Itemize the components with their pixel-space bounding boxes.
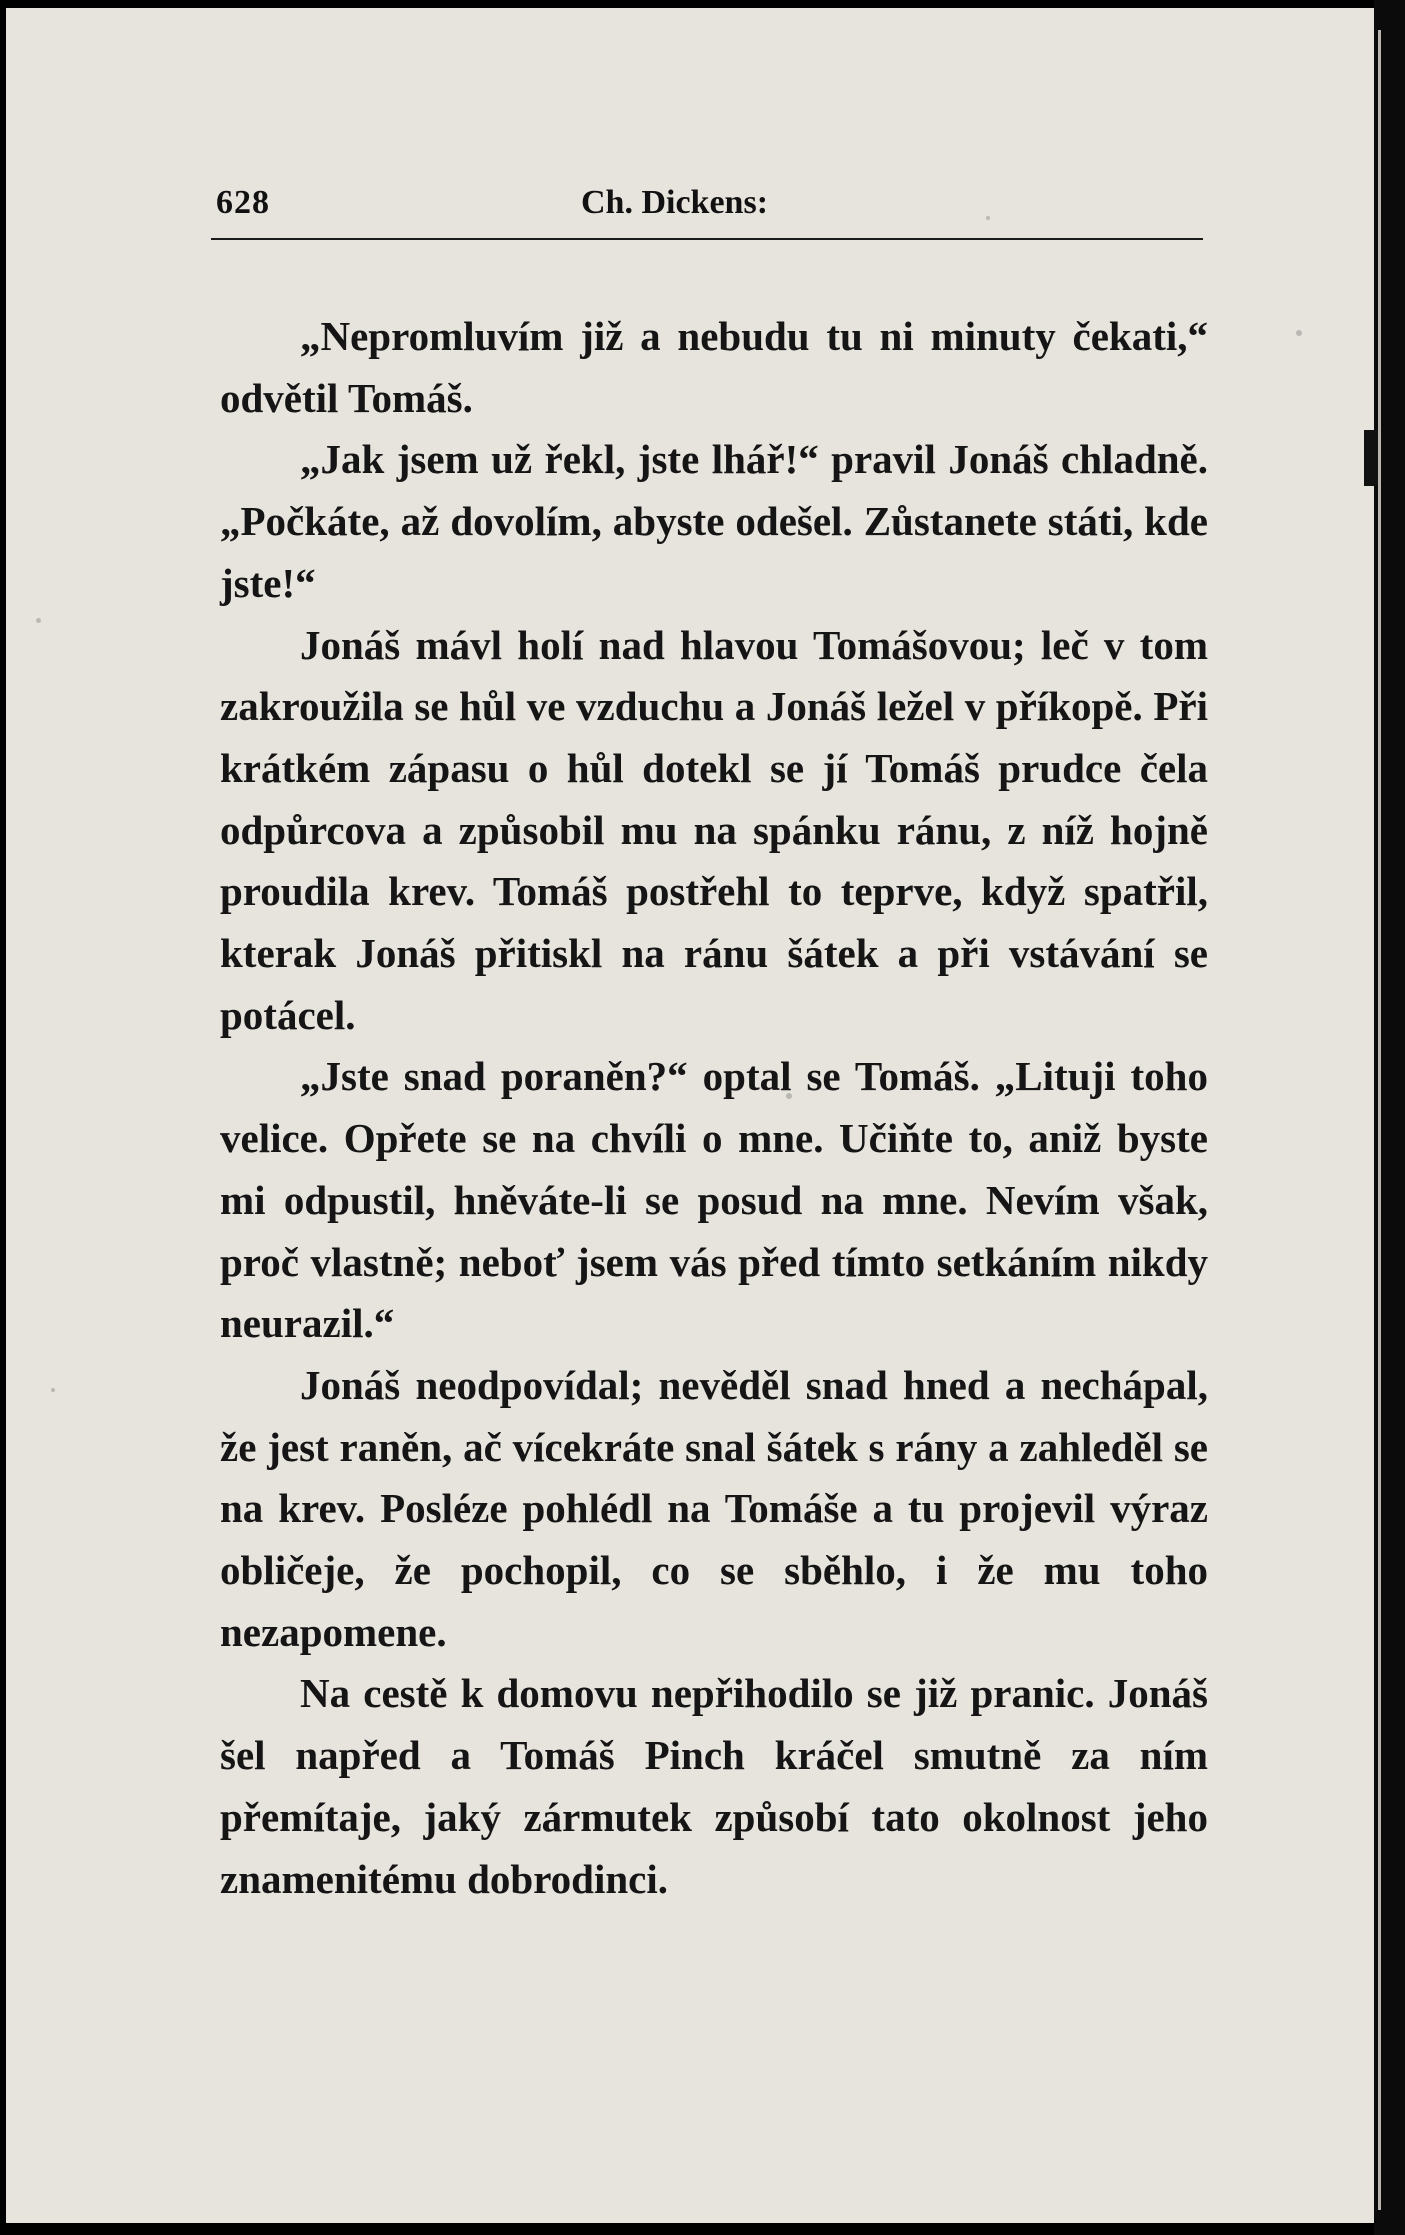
paragraph: Jonáš mávl holí nad hlavou Tomášovou; leč v tom zakroužila se hůl ve vzduchu a Jonáš ležel v příkopě. Při krátkém zápasu o hůl dotekl se jí Tomáš prudce čela odpůrcova a způsobil mu na spánku ránu, z níž hojně proudila krev. Tomáš postřehl to teprve, když spatřil, kterak Jonáš přitiskl na ránu šátek a při vstávání se potácel.: [220, 621, 1208, 1038]
page-number: 628: [216, 184, 270, 221]
paragraph: „Nepromluvím již a nebudu tu ni minuty čekati,“ odvětil Tomáš.: [220, 313, 1208, 421]
paper-speck: [986, 216, 990, 220]
paragraph: Na cestě k domovu nepřihodilo se již pranic. Jonáš šel napřed a Tomáš Pinch kráčel smutně za ním přemítaje, jaký zármutek způsobí tato okolnost jeho znamenitému dobrodinci.: [220, 1670, 1208, 1902]
paper-speck: [51, 1388, 55, 1392]
paper-speck: [786, 1093, 792, 1099]
scan-gutter: [1374, 0, 1405, 2235]
header-rule: [211, 238, 1203, 240]
body-text: [220, 306, 1208, 1910]
paragraph: „Jak jsem už řekl, jste lhář!“ pravil Jonáš chladně. „Počkáte, až dovolím, abyste odešel. Zůstanete státi, kde jste!“: [220, 436, 1208, 606]
paragraph: „Jste snad poraněn?“ optal se Tomáš. „Lituji toho velice. Opřete se na chvíli o mne. Učiňte to, aniž byste mi odpustil, hněváte-li se posud na mne. Nevím však, proč vlastně; neboť jsem vás před tímto setkáním nikdy neurazil.“: [220, 1053, 1208, 1347]
scan-edge-mark: [1364, 430, 1378, 486]
paper-speck: [36, 618, 41, 623]
paper-speck: [1296, 330, 1302, 336]
book-page: [6, 8, 1374, 2223]
running-head: Ch. Dickens:: [581, 184, 769, 221]
paragraph: Jonáš neodpovídal; nevěděl snad hned a nechápal, že jest raněn, ač vícekráte snal šátek s rány a zahleděl se na krev. Posléze pohlédl na Tomáše a tu projevil výraz obličeje, že pochopil, co se sběhlo, i že mu toho nezapomene.: [220, 1361, 1208, 1655]
page-header: [211, 178, 1203, 236]
